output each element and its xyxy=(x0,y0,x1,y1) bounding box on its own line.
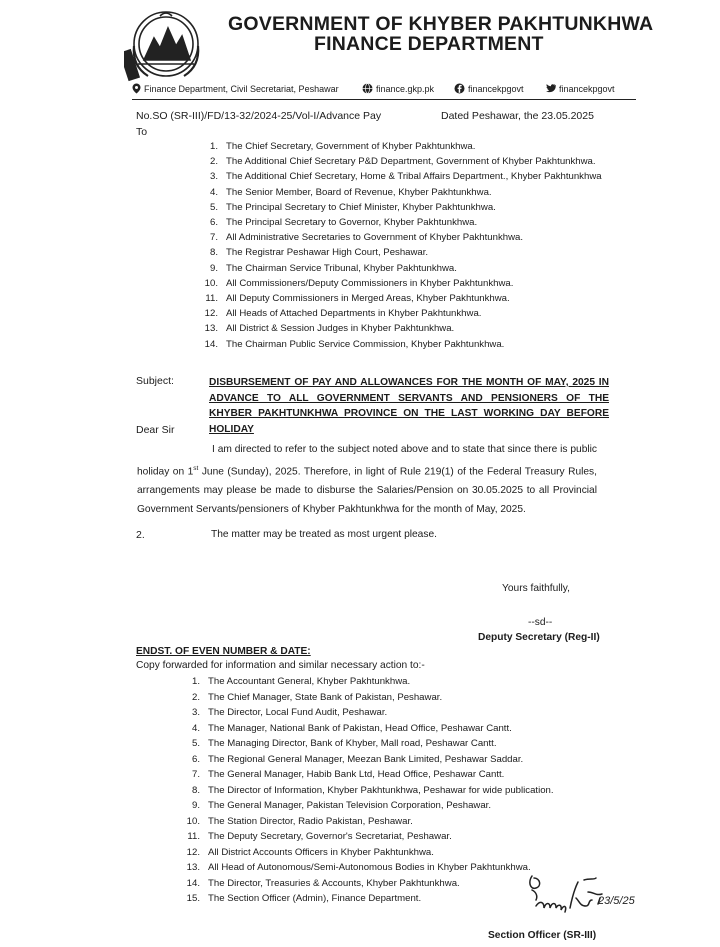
recipient-item-text: The Senior Member, Board of Revenue, Khyber Pakhtunkhwa. xyxy=(226,186,492,198)
twitter-text[interactable]: financekpgovt xyxy=(559,83,615,94)
endorsement-item xyxy=(180,816,413,827)
endorsement-item xyxy=(180,831,452,842)
endorsement-item xyxy=(180,785,554,796)
recipient-item xyxy=(198,293,510,304)
recipient-item xyxy=(198,187,492,198)
endorsement-item xyxy=(180,707,387,718)
recipient-item-text: The Chairman Service Tribunal, Khyber Pakhtunkhwa. xyxy=(226,262,457,274)
endorsement-note: Copy forwarded for information and similar necessary action to:- xyxy=(136,660,425,671)
recipient-item xyxy=(198,141,475,152)
endorsement-item-number: 10. xyxy=(186,815,200,827)
recipient-item-number: 5. xyxy=(209,201,218,213)
endorsement-item-number: 6. xyxy=(191,753,200,765)
endorsement-item-text: The Station Director, Radio Pakistan, Peshawar. xyxy=(208,815,413,827)
recipient-item-number: 7. xyxy=(209,232,218,244)
recipient-item-number: 2. xyxy=(209,156,218,168)
recipient-item-number: 8. xyxy=(209,247,218,259)
endorsement-item-number: 1. xyxy=(191,676,200,687)
recipient-item xyxy=(198,323,454,334)
recipient-item xyxy=(198,278,513,289)
address-text: Finance Department, Civil Secretariat, Peshawar xyxy=(144,83,339,94)
recipient-item-text: The Principal Secretary to Governor, Khyber Pakhtunkhwa. xyxy=(226,217,478,228)
endorsement-item-number: 7. xyxy=(191,769,200,780)
recipient-item-text: The Chief Secretary, Government of Khyber Pakhtunkhwa. xyxy=(226,141,476,152)
recipient-item xyxy=(198,171,602,182)
recipient-item-text: All Heads of Attached Departments in Khyber Pakhtunkhwa. xyxy=(226,308,482,320)
paragraph-2-number: 2. xyxy=(136,529,145,541)
website-text[interactable]: finance.gkp.pk xyxy=(376,83,435,94)
endorsement-item-text: The General Manager, Pakistan Television Corporation, Peshawar. xyxy=(208,800,491,811)
subject-text: DISBURSEMENT OF PAY AND ALLOWANCES FOR THE MONTH OF MAY, 2025 IN ADVANCE TO ALL GOVERNMENT SERVANTS AND PENSIONERS OF THE KHYBER PAKHTUNKHWA PROVINCE ON THE LAST WORKING DAY BEFORE HOLIDAY xyxy=(209,377,609,435)
endorsement-item-number: 13. xyxy=(186,862,200,873)
yours-faithfully: Yours faithfully, xyxy=(502,583,570,594)
location-pin-icon xyxy=(132,83,141,94)
recipient-item-text: The Principal Secretary to Chief Minister, Khyber Pakhtunkhwa. xyxy=(226,201,496,213)
letterhead-facebook[interactable] xyxy=(454,83,524,94)
endorsement-item-text: The Manager, National Bank of Pakistan, Head Office, Peshawar Cantt. xyxy=(208,722,512,734)
recipient-item-text: The Additional Chief Secretary, Home & Tribal Affairs Department., Khyber Pakhtunkhwa xyxy=(226,171,602,183)
letterhead-department-title: FINANCE DEPARTMENT xyxy=(314,33,544,55)
para1-text-a: I am directed to refer to the subject noted above and to state that since there is public holiday on 1 xyxy=(137,444,597,478)
recipient-item xyxy=(198,232,523,243)
letterhead-government-title: GOVERNMENT OF KHYBER PAKHTUNKHWA xyxy=(228,13,654,35)
endorsement-item xyxy=(180,893,421,904)
recipient-item-text: All Commissioners/Deputy Commissioners in Khyber Pakhtunkhwa. xyxy=(226,277,514,289)
recipient-item-number: 13. xyxy=(204,323,218,335)
endorsement-item-text: All District Accounts Officers in Khyber Pakhtunkhwa. xyxy=(208,846,434,858)
endorsement-heading: ENDST. OF EVEN NUMBER & DATE: xyxy=(136,646,311,657)
endorsement-item-text: The Accountant General, Khyber Pakhtunkhwa. xyxy=(208,676,411,687)
recipient-item xyxy=(198,263,457,274)
endorsement-item-text: The Chief Manager, State Bank of Pakistan, Peshawar. xyxy=(208,691,443,703)
endorsement-item-text: The Regional General Manager, Meezan Bank Limited, Peshawar Saddar. xyxy=(208,753,524,765)
endorsement-item-number: 12. xyxy=(186,846,200,858)
endorsement-item-text: The Director of Information, Khyber Pakhtunkhwa, Peshawar for wide publication. xyxy=(208,784,554,796)
para1-text-b: June (Sunday), 2025. Therefore, in light of Rule 219(1) of the Federal Treasury Rules, arrangements may please be made to disburse the Salaries/Pension on 30.05.2025 to all Provincial Government Servants/pensioners of Khyber Pakhtunkhwa for the month of May, 2025. xyxy=(137,466,597,516)
recipient-item-number: 3. xyxy=(209,171,218,183)
letterhead-address xyxy=(132,83,339,94)
endorsement-item xyxy=(180,676,410,687)
recipient-item-number: 9. xyxy=(209,262,218,274)
para1-sup: st xyxy=(193,465,199,472)
deputy-secretary-designation: Deputy Secretary (Reg-II) xyxy=(478,632,600,643)
endorsement-item xyxy=(180,723,512,734)
date-line: Dated Peshawar, the 23.05.2025 xyxy=(441,110,594,122)
letterhead-twitter[interactable] xyxy=(545,83,615,94)
signature-date: 23/5/25 xyxy=(598,895,635,907)
subject-label: Subject: xyxy=(136,375,174,387)
recipient-item-number: 14. xyxy=(204,338,218,350)
government-emblem-logo xyxy=(124,6,208,82)
body-paragraph-1 xyxy=(137,440,597,519)
letterhead-divider xyxy=(132,99,636,100)
endorsement-item-text: All Head of Autonomous/Semi-Autonomous Bodies in Khyber Pakhtunkhwa. xyxy=(208,862,531,873)
to-label: To xyxy=(136,126,148,138)
recipient-item xyxy=(198,308,481,319)
recipient-item-text: The Registrar Peshawar High Court, Peshawar. xyxy=(226,247,429,259)
recipient-item-text: The Chairman Public Service Commission, Khyber Pakhtunkhwa. xyxy=(226,338,505,350)
endorsement-item xyxy=(180,754,523,765)
endorsement-item-number: 14. xyxy=(186,877,200,889)
endorsement-item-number: 3. xyxy=(191,707,200,718)
endorsement-item xyxy=(180,847,434,858)
recipient-item xyxy=(198,156,596,167)
endorsement-item-number: 8. xyxy=(191,784,200,796)
facebook-text[interactable]: financekpgovt xyxy=(468,83,524,94)
endorsement-item-number: 11. xyxy=(187,831,200,842)
endorsement-item-text: The Director, Treasuries & Accounts, Khyber Pakhtunkhwa. xyxy=(208,877,460,889)
endorsement-item-text: The General Manager, Habib Bank Ltd, Head Office, Peshawar Cantt. xyxy=(208,769,505,780)
recipient-item-number: 6. xyxy=(209,217,218,228)
endorsement-item xyxy=(180,862,531,873)
endorsement-item-text: The Director, Local Fund Audit, Peshawar. xyxy=(208,707,388,718)
recipient-item xyxy=(198,202,496,213)
endorsement-item xyxy=(180,692,442,703)
endorsement-item xyxy=(180,800,491,811)
letterhead-website[interactable] xyxy=(362,83,434,94)
recipient-item-number: 10. xyxy=(204,277,218,289)
recipient-item xyxy=(198,217,477,228)
recipient-item-text: All Deputy Commissioners in Merged Areas, Khyber Pakhtunkhwa. xyxy=(226,293,510,304)
recipient-item-number: 1. xyxy=(209,141,218,152)
facebook-icon xyxy=(454,83,465,94)
signed-marker: --sd-- xyxy=(528,617,553,628)
endorsement-item-number: 2. xyxy=(191,691,200,703)
endorsement-item-number: 9. xyxy=(191,800,200,811)
recipient-item xyxy=(198,339,504,350)
paragraph-2-text: The matter may be treated as most urgent please. xyxy=(211,529,437,540)
recipient-item-text: The Additional Chief Secretary P&D Department, Government of Khyber Pakhtunkhwa. xyxy=(226,156,596,168)
endorsement-item-number: 4. xyxy=(191,722,200,734)
endorsement-item-number: 5. xyxy=(191,738,200,749)
recipient-item xyxy=(198,247,428,258)
endorsement-item-number: 15. xyxy=(186,893,200,904)
recipient-item-number: 4. xyxy=(209,186,218,198)
recipient-item-text: All Administrative Secretaries to Government of Khyber Pakhtunkhwa. xyxy=(226,232,524,244)
endorsement-item xyxy=(180,769,504,780)
globe-icon xyxy=(362,83,373,94)
endorsement-item-text: The Section Officer (Admin), Finance Department. xyxy=(208,893,422,904)
reference-number: No.SO (SR-III)/FD/13-32/2024-25/Vol-I/Advance Pay xyxy=(136,110,382,122)
handwritten-signature xyxy=(526,868,644,928)
endorsement-item xyxy=(180,878,460,889)
endorsement-item-text: The Managing Director, Bank of Khyber, Mall road, Peshawar Cantt. xyxy=(208,738,497,749)
endorsement-item xyxy=(180,738,497,749)
salutation: Dear Sir xyxy=(136,424,175,436)
recipient-item-number: 12. xyxy=(204,308,218,320)
recipient-item-text: All District & Session Judges in Khyber Pakhtunkhwa. xyxy=(226,323,455,335)
twitter-icon xyxy=(545,83,556,94)
section-officer-designation: Section Officer (SR-III) xyxy=(488,930,597,941)
recipient-item-number: 11. xyxy=(205,293,218,304)
endorsement-item-text: The Deputy Secretary, Governor's Secretariat, Peshawar. xyxy=(208,831,452,842)
